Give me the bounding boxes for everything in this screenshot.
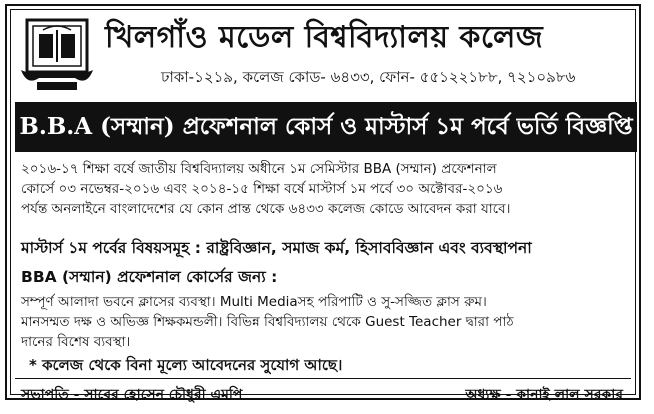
paragraph-line: দানের বিশেষ ব্যবস্থা। (21, 334, 131, 350)
college-address: ঢাকা-১২১৯, কলেজ কোড- ৬৪৩৩, ফোন- ৫৫১২২১৮৮, ৭২১০৯৮৬ (161, 68, 576, 86)
college-seal-icon (19, 16, 95, 94)
admission-notice-ad (5, 4, 641, 403)
admission-details-paragraph (21, 159, 633, 219)
bba-course-heading: BBA (সম্মান) প্রফেশনাল কোর্সের জন্য : (21, 268, 278, 286)
masters-subjects: মাস্টার্স ১ম পর্বের বিষয়সমূহ : রাষ্ট্রবিজ্ঞান, সমাজ কর্ম, হিসাববিজ্ঞান এবং ব্যবস্থাপনা (21, 239, 532, 257)
banner-title: B.B.A (সম্মান) প্রফেশনাল কোর্স ও মাস্টার্স ১ম পর্বে ভর্তি বিজ্ঞপ্তি (19, 112, 633, 140)
admission-banner (15, 102, 637, 152)
paragraph-line: পর্যন্ত অনলাইনে বাংলাদেশের যে কোন প্রান্ত থেকে ৬৪৩৩ কলেজ কোডে আবেদন করা যাবে। (21, 201, 511, 217)
college-name: খিলগাঁও মডেল বিশ্ববিদ্যালয় কলেজ (105, 20, 544, 55)
paragraph-line: সম্পূর্ণ আলাদা ভবনে ক্লাসের ব্যবস্থা। Multi Mediaসহ পরিপাটি ও সু-সজ্জিত ক্লাস রুম। (21, 294, 487, 310)
paragraph-line: ২০১৬-১৭ শিক্ষা বর্ষে জাতীয় বিশ্ববিদ্যালয় অধীনে ১ম সেমিস্টার BBA (সম্মান) প্রফেশনাল (21, 161, 497, 177)
ad-inner-frame (10, 9, 636, 403)
footer-divider (15, 378, 631, 379)
free-application-notice: * কলেজ থেকে বিনা মূল্যে আবেদনের সুযোগ আছে। (29, 356, 343, 374)
president-signature: সভাপতি - সাবের হোসেন চৌধুরী এমপি (21, 387, 243, 403)
paragraph-line: কোর্সে ০৩ নভেম্বর-২০১৬ এবং ২০১৪-১৫ শিক্ষা বর্ষে মাস্টার্স ১ম পর্বে ৩০ অক্টোবর-২০১৬ (21, 181, 503, 197)
bba-facilities-paragraph (21, 292, 633, 352)
principal-signature: অধ্যক্ষ - কানাই লাল সরকার (465, 387, 623, 403)
paragraph-line: মানসম্মত দক্ষ ও অভিজ্ঞ শিক্ষকমন্ডলী। বিভিন্ন বিশ্ববিদ্যালয় থেকে Guest Teacher দ্বারা পাঠ (21, 314, 514, 330)
